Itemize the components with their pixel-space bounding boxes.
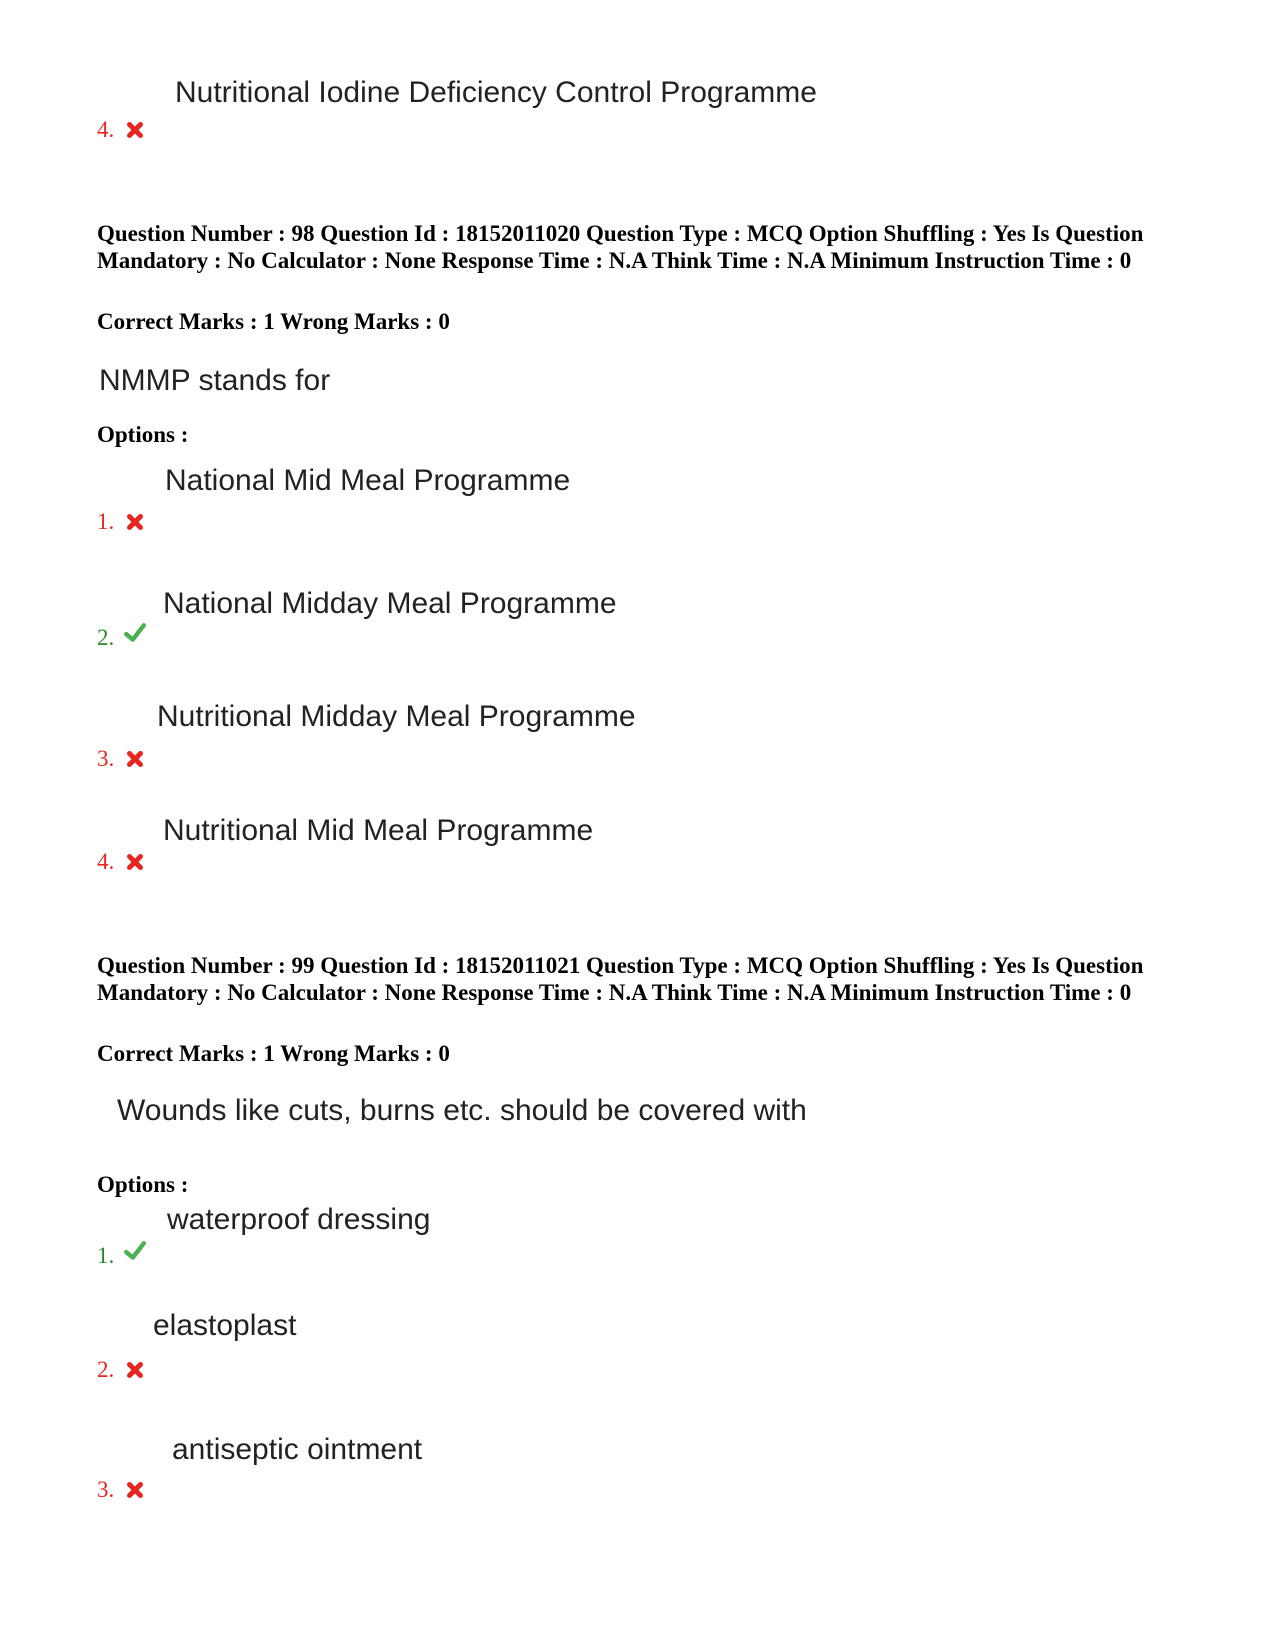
option-text: Nutritional Midday Meal Programme [157,700,636,733]
options-label: Options : [97,422,189,447]
option-number: 3. [97,1477,115,1502]
cross-icon [124,1479,146,1501]
option-marker [97,745,146,772]
options-label: Options : [97,1172,189,1197]
option-marker [97,116,146,143]
option-number: 1. [97,1243,115,1268]
check-icon [124,1240,146,1262]
check-icon [124,622,146,644]
option-number: 2. [97,1357,115,1382]
option-number: 1. [97,509,115,534]
option-text: Nutritional Mid Meal Programme [163,814,594,847]
question-meta: Question Number : 99 Question Id : 18152011021 Question Type : MCQ Option Shuffling : Yes Is Question Mandatory : No Calculator : None Response Time : N.A Think Time : N.A Minimum Instruction Time : 0 [97,953,1144,1005]
option-marker [97,848,146,875]
cross-icon [124,119,146,141]
option-marker [97,1476,146,1503]
option-text: waterproof dressing [167,1203,431,1236]
option-number: 3. [97,746,115,771]
option-number: 4. [97,849,115,874]
option-number: 4. [97,117,115,142]
question-marks: Correct Marks : 1 Wrong Marks : 0 [97,309,450,334]
option-marker [97,1356,146,1383]
cross-icon [124,511,146,533]
option-text: elastoplast [153,1309,297,1342]
option-text: antiseptic ointment [172,1433,423,1466]
option-text: Nutritional Iodine Deficiency Control Programme [175,76,817,109]
question-meta: Question Number : 98 Question Id : 18152011020 Question Type : MCQ Option Shuffling : Yes Is Question Mandatory : No Calculator : None Response Time : N.A Think Time : N.A Minimum Instruction Time : 0 [97,221,1144,273]
option-marker [97,624,146,651]
option-text: National Midday Meal Programme [163,587,617,620]
cross-icon [124,851,146,873]
question-marks: Correct Marks : 1 Wrong Marks : 0 [97,1041,450,1066]
question-text: NMMP stands for [99,364,331,397]
question-text: Wounds like cuts, burns etc. should be covered with [117,1094,807,1127]
option-number: 2. [97,625,115,650]
cross-icon [124,1359,146,1381]
option-text: National Mid Meal Programme [165,464,571,497]
option-marker [97,508,146,535]
cross-icon [124,748,146,770]
option-marker [97,1242,146,1269]
